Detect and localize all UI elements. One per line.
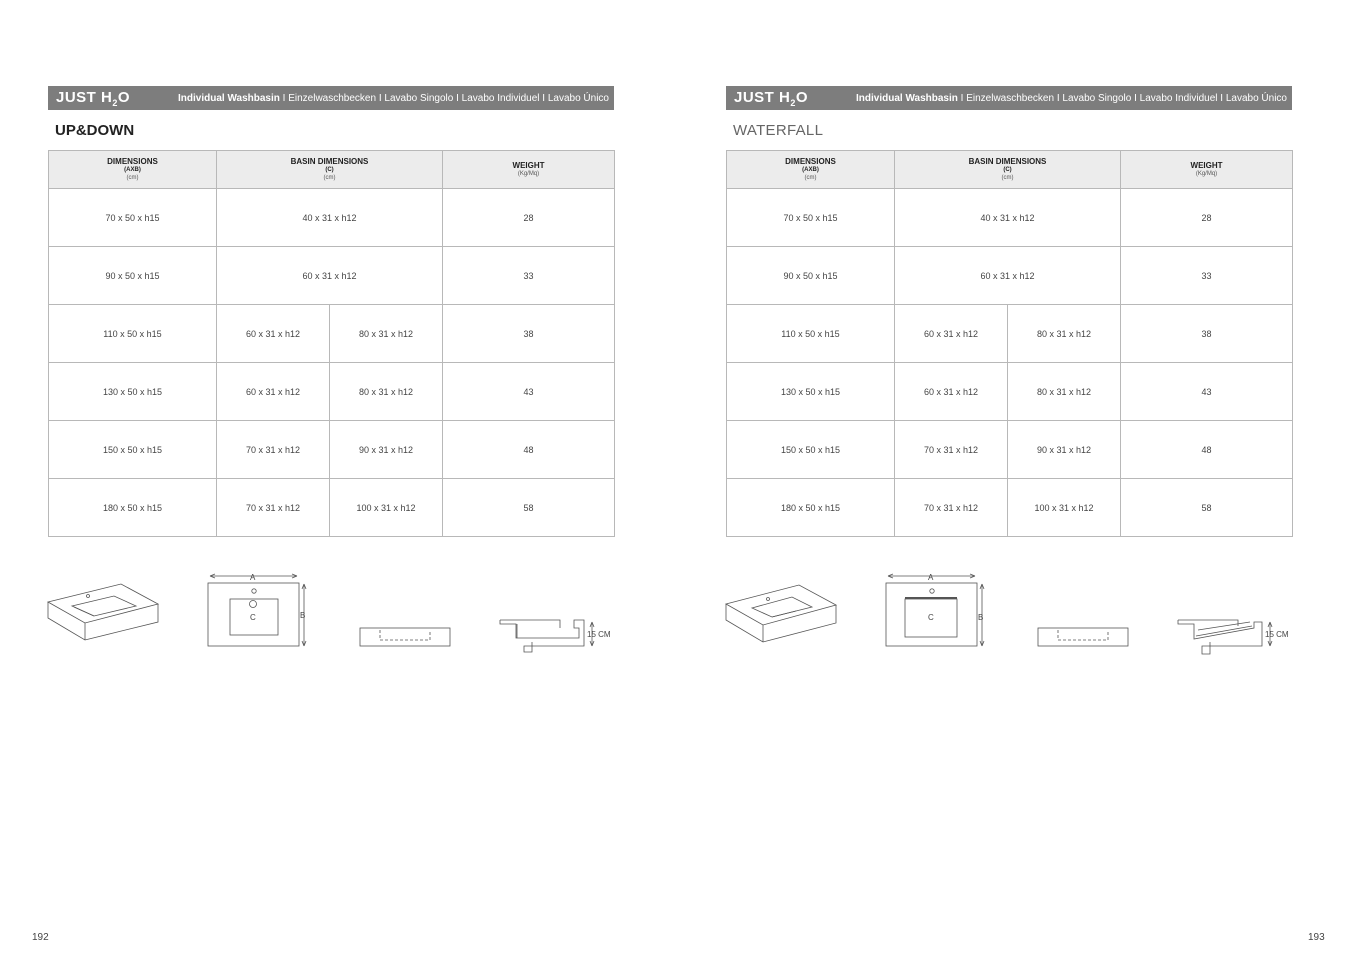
table-header-row	[727, 151, 1293, 189]
cell-weight: 28	[1121, 189, 1293, 247]
spec-table	[726, 150, 1293, 537]
table-row	[49, 363, 615, 421]
brand-logo: JUST $H_2O$	[56, 88, 131, 108]
washbasin-top-view-drawing	[208, 574, 306, 646]
table-row	[49, 305, 615, 363]
cell-dimensions: 150 x 50 x h15	[727, 421, 895, 479]
label-c: C	[250, 613, 256, 622]
cell-basin: 40 x 31 x h12	[895, 189, 1121, 247]
cell-dimensions: 130 x 50 x h15	[727, 363, 895, 421]
table-row	[727, 363, 1293, 421]
header-weight: WEIGHT (Kg/Mq)	[443, 151, 615, 189]
label-b: B	[978, 613, 984, 622]
height-label: 15 CM	[1265, 630, 1289, 639]
washbasin-top-view-drawing	[886, 574, 984, 646]
table-row	[49, 189, 615, 247]
cell-dimensions: 180 x 50 x h15	[727, 479, 895, 537]
cell-basin-option-2: 80 x 31 x h12	[1008, 363, 1121, 421]
header-bar	[726, 86, 1292, 110]
cell-weight: 33	[443, 247, 615, 305]
washbasin-side-section-drawing	[1178, 620, 1272, 654]
catalog-page-right	[678, 0, 1356, 959]
technical-drawings	[46, 566, 616, 661]
cell-weight: 58	[1121, 479, 1293, 537]
cell-basin-option-1: 60 x 31 x h12	[217, 305, 330, 363]
header-basin-dimensions: BASIN DIMENSIONS (C) (cm)	[217, 151, 443, 189]
washbasin-front-view-drawing	[360, 628, 450, 646]
header-dimensions: DIMENSIONS (AXB) (cm)	[727, 151, 895, 189]
washbasin-perspective-drawing	[726, 585, 836, 642]
cell-basin-option-2: 80 x 31 x h12	[1008, 305, 1121, 363]
table-row	[727, 479, 1293, 537]
cell-weight: 33	[1121, 247, 1293, 305]
label-a: A	[250, 573, 256, 582]
page-number: 193	[1308, 932, 1325, 943]
cell-dimensions: 90 x 50 x h15	[49, 247, 217, 305]
model-title: WATERFALL	[733, 122, 824, 139]
model-title: UP&DOWN	[55, 122, 135, 139]
cell-basin-option-1: 60 x 31 x h12	[895, 363, 1008, 421]
table-row	[727, 305, 1293, 363]
cell-basin-option-2: 80 x 31 x h12	[330, 305, 443, 363]
header-bar	[48, 86, 614, 110]
cell-basin-option-2: 100 x 31 x h12	[1008, 479, 1121, 537]
header-basin-dimensions: BASIN DIMENSIONS (C) (cm)	[895, 151, 1121, 189]
technical-drawings	[724, 566, 1294, 661]
cell-basin-option-1: 70 x 31 x h12	[217, 421, 330, 479]
header-dimensions: DIMENSIONS (AXB) (cm)	[49, 151, 217, 189]
height-label: 15 CM	[587, 630, 611, 639]
cell-weight: 48	[443, 421, 615, 479]
washbasin-side-section-drawing	[500, 620, 594, 652]
cell-basin-option-1: 60 x 31 x h12	[217, 363, 330, 421]
cell-dimensions: 90 x 50 x h15	[727, 247, 895, 305]
cell-weight: 43	[1121, 363, 1293, 421]
cell-weight: 28	[443, 189, 615, 247]
cell-dimensions: 70 x 50 x h15	[727, 189, 895, 247]
table-row	[727, 421, 1293, 479]
table-header-row	[49, 151, 615, 189]
table-row	[49, 247, 615, 305]
washbasin-perspective-drawing	[48, 584, 158, 640]
cell-basin-option-2: 100 x 31 x h12	[330, 479, 443, 537]
cell-dimensions: 110 x 50 x h15	[49, 305, 217, 363]
cell-dimensions: 180 x 50 x h15	[49, 479, 217, 537]
cell-dimensions: 110 x 50 x h15	[727, 305, 895, 363]
brand-logo: JUST $H_2O$	[734, 88, 809, 108]
cell-dimensions: 130 x 50 x h15	[49, 363, 217, 421]
cell-basin-option-2: 80 x 31 x h12	[330, 363, 443, 421]
cell-basin: 60 x 31 x h12	[895, 247, 1121, 305]
cell-weight: 43	[443, 363, 615, 421]
label-b: B	[300, 611, 306, 620]
cell-weight: 38	[1121, 305, 1293, 363]
table-row	[49, 479, 615, 537]
product-category: Individual Washbasin I Einzelwaschbecken I Lavabo Singolo I Lavabo Individuel I Lavabo Único	[856, 92, 1287, 104]
cell-weight: 58	[443, 479, 615, 537]
cell-basin-option-1: 70 x 31 x h12	[895, 421, 1008, 479]
washbasin-front-view-drawing	[1038, 628, 1128, 646]
product-category: Individual Washbasin I Einzelwaschbecken I Lavabo Singolo I Lavabo Individuel I Lavabo Único	[178, 92, 609, 104]
cell-basin-option-1: 60 x 31 x h12	[895, 305, 1008, 363]
page-number: 192	[32, 932, 49, 943]
cell-dimensions: 150 x 50 x h15	[49, 421, 217, 479]
label-c: C	[928, 613, 934, 622]
cell-basin-option-2: 90 x 31 x h12	[330, 421, 443, 479]
table-row	[727, 247, 1293, 305]
cell-basin-option-2: 90 x 31 x h12	[1008, 421, 1121, 479]
label-a: A	[928, 573, 934, 582]
header-weight: WEIGHT (Kg/Mq)	[1121, 151, 1293, 189]
cell-weight: 48	[1121, 421, 1293, 479]
table-row	[49, 421, 615, 479]
cell-basin-option-1: 70 x 31 x h12	[895, 479, 1008, 537]
cell-weight: 38	[443, 305, 615, 363]
cell-basin: 40 x 31 x h12	[217, 189, 443, 247]
cell-dimensions: 70 x 50 x h15	[49, 189, 217, 247]
cell-basin-option-1: 70 x 31 x h12	[217, 479, 330, 537]
cell-basin: 60 x 31 x h12	[217, 247, 443, 305]
table-row	[727, 189, 1293, 247]
spec-table	[48, 150, 615, 537]
